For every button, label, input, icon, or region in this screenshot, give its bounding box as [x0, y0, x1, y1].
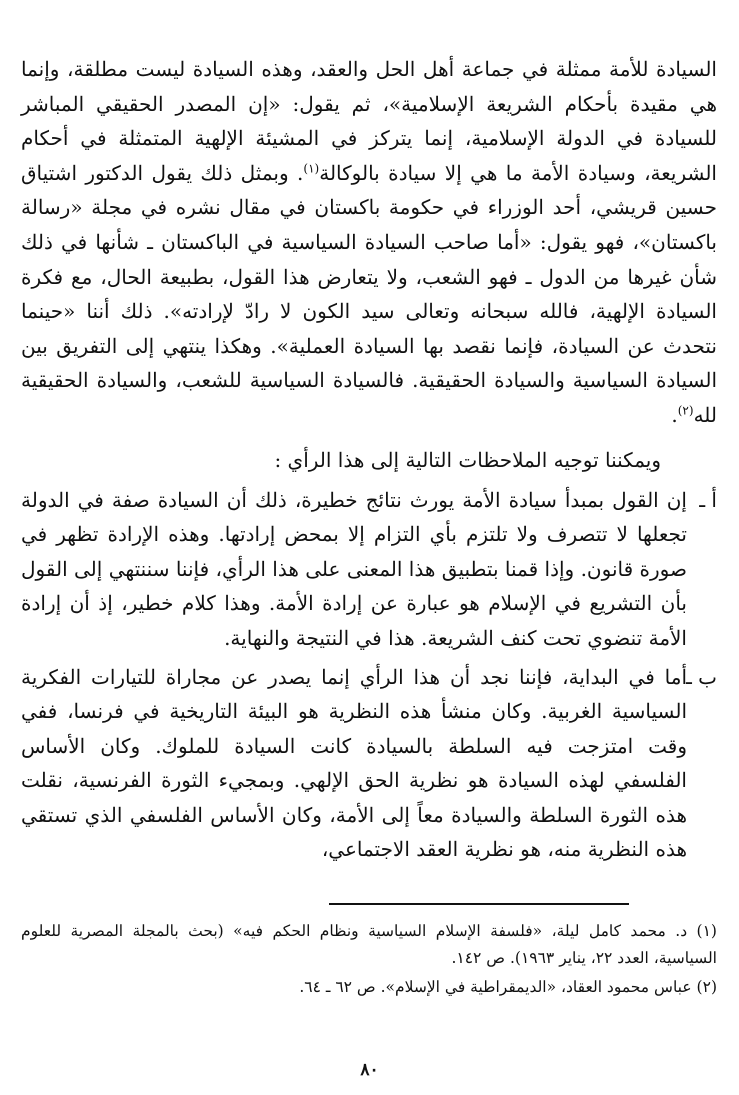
main-text-block	[21, 52, 717, 867]
footnote-reference-2: (٢)	[677, 403, 694, 418]
footnote	[21, 918, 717, 972]
footnote-marker: (١)	[696, 922, 717, 940]
paragraph-text-part-2: . وبمثل ذلك يقول الدكتور اشتياق حسين قريشي، أحد الوزراء في حكومة باكستان في مقال نشره في مجلة «رسالة باكستان»، فهو يقول: «أما صاحب السيادة السياسية في الباكستان ـ شأنها في ذلك شأن غيرها من الدول ـ فهو الشعب، ولا يتعارض هذا القول، بطبيعة الحال، مع فكرة السيادة الإلهية، فالله سبحانه وتعالى سيد الكون لا رادّ لإرادته». ذلك أننا «حينما نتحدث عن السيادة، فإنما نقصد بها السيادة العملية». وهكذا ينتهي إلى التفريق بين السيادة السياسية والسيادة الحقيقية. فالسيادة السياسية للشعب، والسيادة الحقيقية لله	[21, 160, 717, 427]
footnote-separator	[329, 903, 629, 905]
footnotes	[21, 918, 717, 1003]
list-item-text: أما في البداية، فإننا نجد أن هذا الرأي إنما يصدر عن مجاراة للتيارات الفكرية السياسية الغربية. وكان منشأ هذه النظرية هو البيئة التاريخية في فرنسا، ففي وقت امتزجت فيه السلطة بالسيادة كانت السيادة للملوك. وكان الأساس الفلسفي لهذه السيادة هو نظرية الحق الإلهي. وبمجيء الثورة الفرنسية، نقلت هذه الثورة السلطة والسيادة معاً إلى الأمة، وكان الأساس الفلسفي الذي تستقي هذه النظرية منه، هو نظرية العقد الاجتماعي،	[21, 664, 688, 862]
footnote-text: عباس محمود العقاد، «الديمقراطية في الإسلام». ص ٦٢ ـ ٦٤.	[299, 978, 692, 996]
body-paragraph	[21, 52, 717, 433]
list-item-text: إن القول بمبدأ سيادة الأمة يورث نتائج خطيرة، ذلك أن السيادة صفة في الدولة تجعلها لا تتصرف ولا تلتزم بأي التزام إلا بمحض إرادتها. وهذه الإرادة تظهر في صورة قانون. وإذا قمنا بتطبيق هذا المعنى على هذا الرأي، فإننا سننتهي إلى القول بأن التشريع في الإسلام هو عبارة عن إرادة الأمة. وهذا كلام خطير، إذ أن إرادة الأمة تنضوي تحت كنف الشريعة. هذا في النتيجة والنهاية.	[21, 487, 687, 650]
footnote-marker: (٢)	[696, 978, 717, 996]
list-item-marker: أ ـ	[699, 487, 717, 512]
lead-in-paragraph: ويمكننا توجيه الملاحظات التالية إلى هذا الرأي :	[274, 447, 661, 472]
list-item-marker: ب ـ	[685, 664, 717, 689]
list-item	[21, 660, 717, 868]
footnote-reference-1: (١)	[303, 161, 320, 176]
footnote	[21, 974, 717, 1001]
footnote-text: د. محمد كامل ليلة، «فلسفة الإسلام السياسية ونظام الحكم فيه» (بحث بالمجلة المصرية للعلوم السياسية، العدد ٢٢، يناير ١٩٦٣). ص ١٤٢.	[21, 922, 717, 967]
list-item	[21, 483, 717, 656]
page-number: ٨٠	[360, 1060, 379, 1080]
paragraph-text-part-3: .	[671, 402, 678, 427]
paragraph-text-part-1: السيادة للأمة ممثلة في جماعة أهل الحل والعقد، وهذه السيادة ليست مطلقة، وإنما هي مقيدة بأحكام الشريعة الإسلامية»، ثم يقول: «إن المصدر الحقيقي المباشر للسيادة في الدولة الإسلامية، إنما يتركز في المشيئة الإلهية المتمثلة في أحكام الشريعة، وسيادة الأمة ما هي إلا سيادة بالوكالة	[21, 57, 717, 185]
